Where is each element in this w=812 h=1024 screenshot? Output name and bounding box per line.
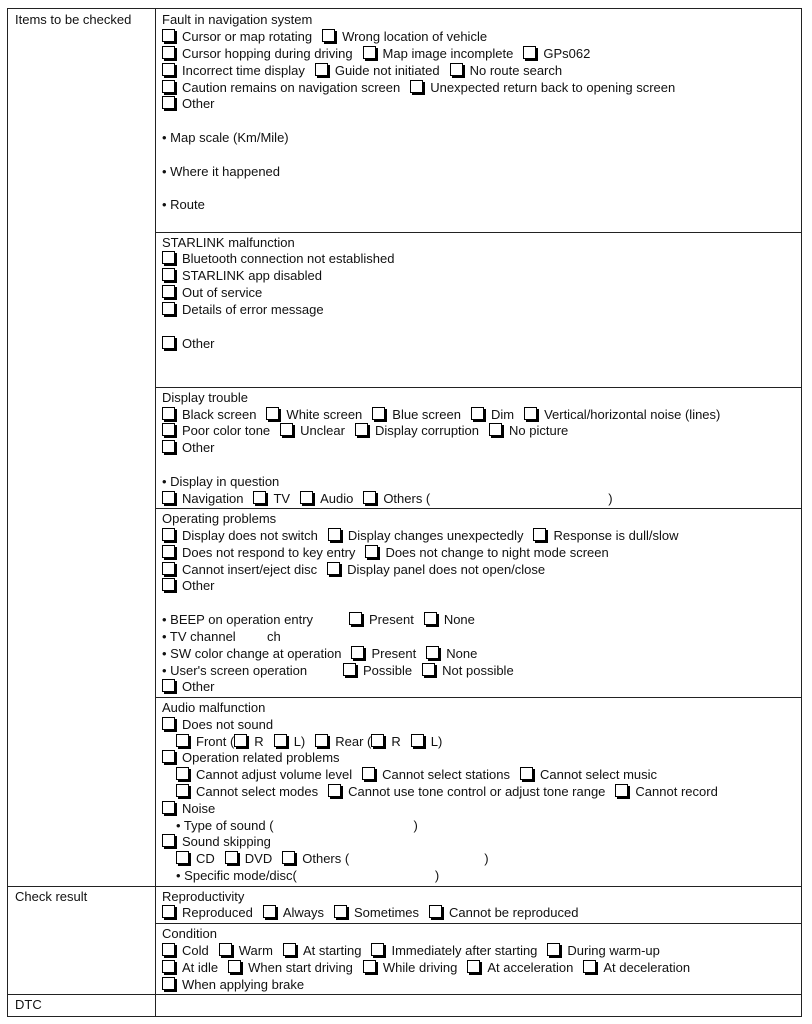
checkbox-noise[interactable] xyxy=(162,801,175,814)
checkbox-braking[interactable] xyxy=(162,977,175,990)
checkbox-always[interactable] xyxy=(263,905,276,918)
divider-display xyxy=(155,387,802,388)
option-label: Display changes unexpectedly xyxy=(347,528,524,543)
option-label: Display does not switch xyxy=(182,528,318,543)
checkbox-no-night-mode[interactable] xyxy=(365,545,378,558)
audio-type-of-sound xyxy=(176,818,418,834)
operating-row-2 xyxy=(162,545,609,561)
option-label: Other xyxy=(182,96,215,111)
option-label: Other xyxy=(182,440,215,455)
checkbox-no-key-entry[interactable] xyxy=(162,545,175,558)
option-label: Cannot select stations xyxy=(382,767,510,782)
checkbox-rear-l[interactable] xyxy=(411,734,424,747)
option-label: None xyxy=(443,612,475,627)
option-label: STARLINK app disabled xyxy=(182,268,322,283)
checkbox-sometimes[interactable] xyxy=(334,905,347,918)
checkbox-warm[interactable] xyxy=(219,943,232,956)
option-label: Map image incomplete xyxy=(382,46,514,61)
checkbox-poor-color[interactable] xyxy=(162,423,175,436)
operating-users-screen-options xyxy=(343,663,514,679)
option-label: At deceleration xyxy=(603,960,691,975)
starlink-row-3 xyxy=(162,285,262,301)
option-label: Present xyxy=(369,612,414,627)
operating-row-4 xyxy=(162,578,215,594)
option-label: Cursor or map rotating xyxy=(182,29,313,44)
checkbox-sw-none[interactable] xyxy=(426,646,439,659)
section-title-starlink: STARLINK malfunction xyxy=(162,235,295,250)
option-label: Cannot be reproduced xyxy=(449,905,579,920)
option-label: Always xyxy=(282,905,325,920)
option-label: Blue screen xyxy=(392,407,461,422)
paren-close: ) xyxy=(608,491,613,506)
checkbox-tone[interactable] xyxy=(328,784,341,797)
option-label: Front ( xyxy=(196,734,235,749)
checkbox-rear-r[interactable] xyxy=(371,734,384,747)
checkbox-record[interactable] xyxy=(615,784,628,797)
option-label: Details of error message xyxy=(182,302,324,317)
option-label: Cannot adjust volume level xyxy=(196,767,353,782)
checkbox-unclear[interactable] xyxy=(280,423,293,436)
section-title-navigation: Fault in navigation system xyxy=(162,12,313,27)
checkbox-idle[interactable] xyxy=(162,960,175,973)
operating-beep-label: • BEEP on operation entry xyxy=(162,612,314,627)
audio-row-2 xyxy=(176,734,442,750)
audio-row-7 xyxy=(162,834,271,850)
checkbox-no-route[interactable] xyxy=(450,63,463,76)
checkbox-sound-skipping[interactable] xyxy=(162,834,175,847)
checkbox-cold[interactable] xyxy=(162,943,175,956)
checkbox-while-driving[interactable] xyxy=(363,960,376,973)
checkbox-bluetooth[interactable] xyxy=(162,251,175,264)
option-label: Does not change to night mode screen xyxy=(385,545,609,560)
option-label: Does not sound xyxy=(182,717,274,732)
operating-users-screen-label: • User's screen operation xyxy=(162,663,308,678)
checkbox-display-navigation[interactable] xyxy=(162,491,175,504)
audio-row-1 xyxy=(162,717,273,733)
option-label: Vertical/horizontal noise (lines) xyxy=(544,407,721,422)
checkbox-cd[interactable] xyxy=(176,851,189,864)
checkbox-guide-not-initiated[interactable] xyxy=(315,63,328,76)
operating-beep-options xyxy=(349,612,475,628)
paren-close: ) xyxy=(434,868,440,883)
condition-row-3 xyxy=(162,977,304,993)
starlink-row-2 xyxy=(162,268,322,284)
label-check-result: Check result xyxy=(15,889,88,904)
display-row-2 xyxy=(162,423,568,439)
option-label: Display corruption xyxy=(374,423,480,438)
option-label: No route search xyxy=(469,63,563,78)
divider-check-result xyxy=(7,886,802,887)
option-label: Cursor hopping during driving xyxy=(182,46,353,61)
section-title-audio: Audio malfunction xyxy=(162,700,266,715)
option-label: Unclear xyxy=(300,423,345,438)
checkbox-dvd[interactable] xyxy=(225,851,238,864)
label-dtc: DTC xyxy=(15,997,42,1012)
option-label: L) xyxy=(293,734,306,749)
option-label: Audio xyxy=(320,491,354,506)
checkbox-app-disabled[interactable] xyxy=(162,268,175,281)
option-label: R xyxy=(391,734,401,749)
section-title-display: Display trouble xyxy=(162,390,248,405)
checkbox-panel[interactable] xyxy=(327,562,340,575)
checkbox-front-l[interactable] xyxy=(274,734,287,747)
option-label: Dim xyxy=(490,407,515,422)
checkbox-deceleration[interactable] xyxy=(583,960,596,973)
checkbox-noise-lines[interactable] xyxy=(524,407,537,420)
option-label: Poor color tone xyxy=(182,423,271,438)
option-label: Cannot insert/eject disc xyxy=(182,562,318,577)
option-label: When applying brake xyxy=(182,977,305,992)
checkbox-front-r[interactable] xyxy=(234,734,247,747)
nav-row-1 xyxy=(162,29,487,45)
operating-tv-channel: • TV channel xyxy=(162,629,236,644)
option-label: Cannot select music xyxy=(540,767,658,782)
divider-operating xyxy=(155,508,802,509)
checkbox-display-others[interactable] xyxy=(363,491,376,504)
option-label: At idle xyxy=(182,960,219,975)
option-label: Display panel does not open/close xyxy=(347,562,546,577)
operating-row-other2 xyxy=(162,679,215,695)
border-left xyxy=(7,8,8,1017)
option-label: At starting xyxy=(302,943,362,958)
checkbox-possible[interactable] xyxy=(343,663,356,676)
option-label: Noise xyxy=(182,801,216,816)
checkbox-display-audio[interactable] xyxy=(300,491,313,504)
option-label: DVD xyxy=(244,851,273,866)
condition-row-1 xyxy=(162,943,660,959)
option-label: Other xyxy=(182,336,215,351)
option-label: Incorrect time display xyxy=(182,63,305,78)
sw-color-label: • SW color change at operation xyxy=(162,646,342,661)
checkbox-disc[interactable] xyxy=(162,562,175,575)
border-right xyxy=(801,8,802,1017)
checkbox-operating-other2[interactable] xyxy=(162,679,175,692)
checkbox-rear[interactable] xyxy=(315,734,328,747)
option-label: Present xyxy=(371,646,417,661)
nav-route: • Route xyxy=(162,197,205,212)
option-label: Other xyxy=(182,679,215,694)
border-bottom xyxy=(7,1016,802,1017)
option-label: R xyxy=(254,734,264,749)
display-in-question: • Display in question xyxy=(162,474,280,489)
checkbox-music[interactable] xyxy=(520,767,533,780)
checkbox-response-dull[interactable] xyxy=(533,528,546,541)
option-label: Other xyxy=(182,578,215,593)
checkbox-blue-screen[interactable] xyxy=(372,407,385,420)
nav-row-2 xyxy=(162,46,590,62)
checkbox-volume[interactable] xyxy=(176,767,189,780)
nav-row-4 xyxy=(162,80,675,96)
nav-row-3 xyxy=(162,63,562,79)
checkbox-cursor-rotating[interactable] xyxy=(162,29,175,42)
option-label: Navigation xyxy=(182,491,244,506)
option-label: Warm xyxy=(238,943,273,958)
option-label: During warm-up xyxy=(567,943,660,958)
audio-row-4 xyxy=(176,767,657,783)
option-label: At acceleration xyxy=(487,960,574,975)
checkbox-warmup[interactable] xyxy=(547,943,560,956)
checkbox-display-other[interactable] xyxy=(162,440,175,453)
operating-sw-color xyxy=(162,646,477,662)
column-divider xyxy=(155,8,156,1017)
section-title-condition: Condition xyxy=(162,926,217,941)
option-label: CD xyxy=(196,851,215,866)
option-label: Bluetooth connection not established xyxy=(182,251,395,266)
option-label: When start driving xyxy=(248,960,353,975)
section-title-operating: Operating problems xyxy=(162,511,277,526)
checkbox-black-screen[interactable] xyxy=(162,407,175,420)
checkbox-beep-none[interactable] xyxy=(424,612,437,625)
audio-specific-mode xyxy=(176,868,439,884)
option-label: Rear ( xyxy=(335,734,372,749)
checkbox-cursor-hopping[interactable] xyxy=(162,46,175,59)
type-of-sound-label: • Type of sound ( xyxy=(176,818,274,833)
option-label: TV xyxy=(273,491,291,506)
paren-close: ) xyxy=(484,851,489,866)
checkbox-modes[interactable] xyxy=(176,784,189,797)
operating-ch: ch xyxy=(267,629,281,644)
checkbox-immediately[interactable] xyxy=(371,943,384,956)
checkbox-sw-present[interactable] xyxy=(351,646,364,659)
option-label: Others ( xyxy=(302,851,350,866)
option-label: Cannot select modes xyxy=(196,784,319,799)
nav-map-scale: • Map scale (Km/Mile) xyxy=(162,130,289,145)
nav-row-5 xyxy=(162,96,215,112)
checkbox-stations[interactable] xyxy=(362,767,375,780)
option-label: Unexpected return back to opening screen xyxy=(430,80,676,95)
checkbox-changes-unexpectedly[interactable] xyxy=(328,528,341,541)
border-top xyxy=(7,8,802,9)
option-label: Black screen xyxy=(182,407,257,422)
option-label: None xyxy=(446,646,478,661)
checkbox-starlink-other[interactable] xyxy=(162,336,175,349)
audio-row-3 xyxy=(162,750,340,766)
nav-where: • Where it happened xyxy=(162,164,281,179)
audio-row-8 xyxy=(176,851,489,867)
divider-starlink xyxy=(155,232,802,233)
checkbox-no-picture[interactable] xyxy=(489,423,502,436)
checkbox-cannot-reproduce[interactable] xyxy=(429,905,442,918)
display-row-4 xyxy=(162,491,613,507)
divider-condition xyxy=(155,923,802,924)
checkbox-operating-other[interactable] xyxy=(162,578,175,591)
option-label: Guide not initiated xyxy=(334,63,440,78)
option-label: Cannot record xyxy=(635,784,718,799)
starlink-row-5 xyxy=(162,336,215,352)
option-label: Reproduced xyxy=(182,905,253,920)
option-label: Response is dull/slow xyxy=(553,528,679,543)
option-label: White screen xyxy=(286,407,363,422)
starlink-row-1 xyxy=(162,251,395,267)
option-label: Cold xyxy=(182,943,209,958)
starlink-row-4 xyxy=(162,302,324,318)
audio-row-5 xyxy=(176,784,718,800)
option-label: Out of service xyxy=(182,285,263,300)
option-label: GPs062 xyxy=(543,46,591,61)
checkbox-no-sound[interactable] xyxy=(162,717,175,730)
checkbox-corruption[interactable] xyxy=(355,423,368,436)
option-label: Others ( xyxy=(383,491,431,506)
option-label: Caution remains on navigation screen xyxy=(182,80,401,95)
reproductivity-row xyxy=(162,905,578,921)
checkbox-front[interactable] xyxy=(176,734,189,747)
display-row-1 xyxy=(162,407,720,423)
operating-row-1 xyxy=(162,528,678,544)
divider-dtc xyxy=(7,994,802,995)
checkbox-acceleration[interactable] xyxy=(467,960,480,973)
checkbox-map-incomplete[interactable] xyxy=(363,46,376,59)
option-label: Wrong location of vehicle xyxy=(342,29,488,44)
option-label: Not possible xyxy=(442,663,514,678)
specific-mode-label: • Specific mode/disc( xyxy=(176,868,297,883)
checkbox-no-switch[interactable] xyxy=(162,528,175,541)
option-label: While driving xyxy=(382,960,458,975)
audio-row-6 xyxy=(162,801,215,817)
option-label: Sometimes xyxy=(354,905,420,920)
checkbox-wrong-location[interactable] xyxy=(322,29,335,42)
divider-audio xyxy=(155,697,802,698)
section-title-reproductivity: Reproductivity xyxy=(162,889,245,904)
checkbox-beep-present[interactable] xyxy=(349,612,362,625)
display-row-3 xyxy=(162,440,215,456)
checkbox-dim[interactable] xyxy=(471,407,484,420)
checkbox-gps[interactable] xyxy=(523,46,536,59)
checkbox-at-starting[interactable] xyxy=(283,943,296,956)
checkbox-error-details[interactable] xyxy=(162,302,175,315)
checkbox-start-driving[interactable] xyxy=(228,960,241,973)
option-label: Immediately after starting xyxy=(391,943,538,958)
paren-close: ) xyxy=(413,818,418,833)
option-label: Operation related problems xyxy=(182,750,340,765)
checkbox-incorrect-time[interactable] xyxy=(162,63,175,76)
condition-row-2 xyxy=(162,960,690,976)
checkbox-reproduced[interactable] xyxy=(162,905,175,918)
option-label: L) xyxy=(430,734,443,749)
option-label: Sound skipping xyxy=(182,834,271,849)
check-sheet xyxy=(7,8,802,1017)
checkbox-caution-remains[interactable] xyxy=(162,80,175,93)
option-label: Does not respond to key entry xyxy=(182,545,356,560)
checkbox-nav-other[interactable] xyxy=(162,96,175,109)
checkbox-unexpected-return[interactable] xyxy=(410,80,423,93)
option-label: Cannot use tone control or adjust tone range xyxy=(348,784,606,799)
checkbox-audio-others[interactable] xyxy=(282,851,295,864)
checkbox-out-of-service[interactable] xyxy=(162,285,175,298)
checkbox-white-screen[interactable] xyxy=(266,407,279,420)
checkbox-display-tv[interactable] xyxy=(253,491,266,504)
checkbox-not-possible[interactable] xyxy=(422,663,435,676)
checkbox-operation-related[interactable] xyxy=(162,750,175,763)
option-label: No picture xyxy=(509,423,569,438)
option-label: Possible xyxy=(363,663,413,678)
label-items-to-be-checked: Items to be checked xyxy=(15,12,132,27)
operating-row-3 xyxy=(162,562,545,578)
